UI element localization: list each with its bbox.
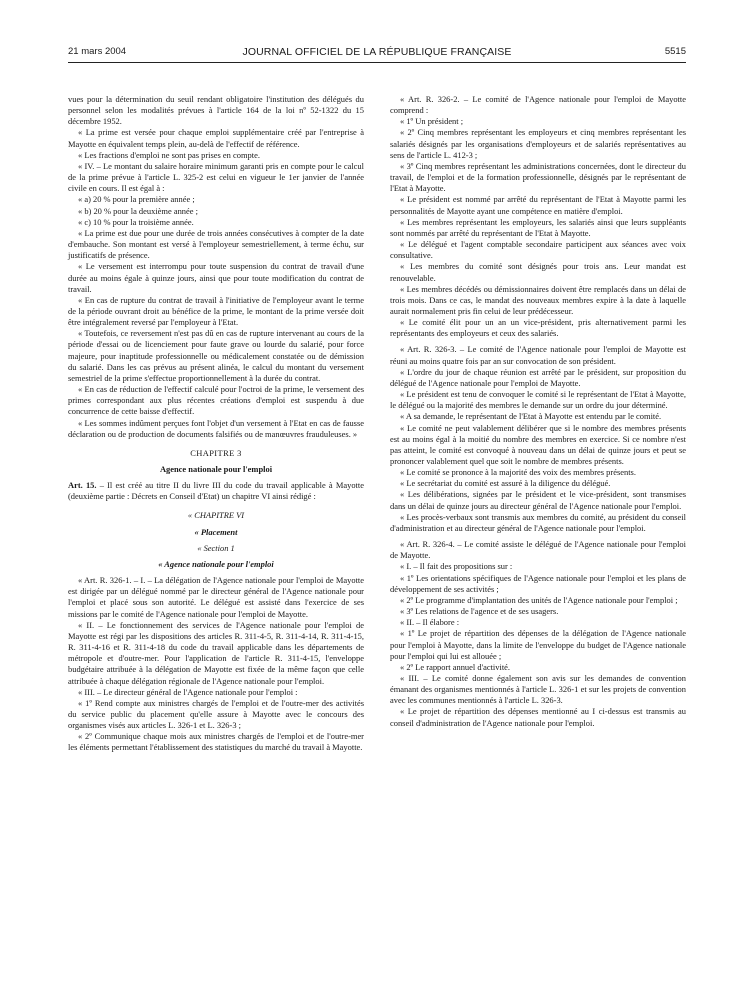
- paragraph: « La prime est due pour une durée de trois années consécutives à compter de la date d'embauche. Son montant est versé à l'employeur semestriellement, à terme échu, sur justificatifs de présence.: [68, 227, 364, 261]
- section-heading: « Section 1: [197, 542, 235, 553]
- paragraph: « Le président est tenu de convoquer le comité si le représentant de l'Etat à Mayotte, le délégué ou la majorité des membres le demande sur un ordre du jour déterminé.: [390, 389, 686, 411]
- article-label: Art. 15.: [68, 480, 97, 491]
- paragraph: « c) 10 % pour la troisième année.: [78, 216, 194, 227]
- paragraph: « 3º Les relations de l'agence et de ses usagers.: [400, 606, 559, 617]
- paragraph: « 2º Communique chaque mois aux ministres chargés de l'emploi et de l'outre-mer les éléments permettant l'établissement des statistiques du marché du travail à Mayotte.: [68, 731, 364, 753]
- paragraph: « II. – Il élabore :: [400, 617, 460, 628]
- paragraph: « Art. R. 326-3. – Le comité de l'Agence nationale pour l'emploi de Mayotte est réuni au moins quatre fois par an sur convocation de son président.: [390, 344, 686, 366]
- paragraph: « Les membres décédés ou démissionnaires doivent être remplacés dans un délai de trois mois. Dans ce cas, le mandat des nouveaux membres expire à la date à laquelle aurait normalement pris fin celui de leur prédécesseur.: [390, 283, 686, 316]
- paragraph: « 2º Le programme d'implantation des unités de l'Agence nationale pour l'emploi ;: [400, 594, 678, 605]
- paragraph: « IV. – Le montant du salaire horaire minimum garanti pris en compte pour le calcul de la prime prévue à l'article L. 325-2 est celui en vigueur le 1er janvier de l'année civile en cours. Il est égal à :: [68, 160, 364, 194]
- article-text: – Il est créé au titre II du livre III du code du travail applicable à Mayotte (deuxième partie : Décrets en Conseil d'Etat) un chapitre VI ainsi rédigé :: [68, 480, 364, 502]
- paragraph: « Les fractions d'emploi ne sont pas prises en compte.: [78, 149, 260, 160]
- chapitre-vi-heading: « CHAPITRE VI: [187, 510, 245, 521]
- paragraph: « 3º Cinq membres représentant les administrations concernées, dont le directeur du travail, de l'emploi et de la formation professionnelle, désignés par le représentant de l'Etat à Mayotte.: [390, 160, 686, 194]
- paragraph: « Le comité se prononce à la majorité des voix des membres présents.: [400, 467, 636, 478]
- article-15: [68, 480, 364, 502]
- right-column: [390, 94, 686, 729]
- paragraph: « Les délibérations, signées par le président et le vice-président, sont transmises dans un délai de quinze jours au directeur général de l'Agence nationale pour l'emploi.: [390, 489, 686, 511]
- header-page-number: 5515: [664, 46, 686, 57]
- paragraph: « Art. R. 326-4. – Le comité assiste le délégué de l'Agence nationale pour l'emploi de Mayotte.: [390, 539, 686, 561]
- paragraph: vues pour la détermination du seuil rendant obligatoire l'institution des délégués du personnel selon les modalités prévues à l'article 164 de la loi nº 52-1322 du 15 décembre 1952.: [68, 94, 364, 127]
- paragraph: « Les membres du comité sont désignés pour trois ans. Leur mandat est renouvelable.: [390, 261, 686, 283]
- placement-heading: « Placement: [194, 526, 238, 537]
- paragraph: « I. – Il fait des propositions sur :: [400, 561, 513, 572]
- paragraph: « A sa demande, le représentant de l'Etat à Mayotte est entendu par le comité.: [400, 411, 662, 422]
- paragraph: « Les membres représentant les employeurs, les salariés ainsi que leurs suppléants sont nommés par arrêté du représentant de l'Etat à Mayotte.: [390, 216, 686, 238]
- chapter-title: Agence nationale pour l'emploi: [159, 464, 273, 474]
- paragraph: « En cas de réduction de l'effectif calculé pour l'octroi de la prime, le versement des primes correspondant aux plus récentes créations d'emploi est suspendu à due concurrence de cette baisse d'effectif.: [68, 384, 364, 417]
- paragraph: « 1º Le projet de répartition des dépenses de la délégation de l'Agence nationale pour l'emploi à Mayotte, dans la limite de l'enveloppe du budget de l'Agence nationale pour l'emploi qui lui est allouée ;: [390, 628, 686, 661]
- header-date: 21 mars 2004: [68, 46, 127, 57]
- paragraph: « Les procès-verbaux sont transmis aux membres du comité, au président du conseil d'administration et au directeur général de l'Agence nationale pour l'emploi.: [390, 511, 686, 533]
- section-title: « Agence nationale pour l'emploi: [158, 558, 274, 569]
- paragraph: « III. – Le directeur général de l'Agence nationale pour l'emploi :: [78, 686, 298, 697]
- paragraph: « Le comité ne peut valablement délibérer que si le nombre des membres présents est au moins égal à la moitié du nombre des membres en exercice. Si ce nombre n'est pas atteint, le comité est convoqué à nouveau dans un délai de quinze jours et peut se prononcer valablement quel que soit le nombre de membres présents.: [390, 422, 686, 466]
- paragraph: « Le versement est interrompu pour toute suspension du contrat de travail d'une durée au moins égale à quinze jours, ainsi que pour toute modification du contrat de travail.: [68, 261, 364, 294]
- header-title: JOURNAL OFFICIEL DE LA RÉPUBLIQUE FRANÇAISE: [242, 46, 512, 58]
- header-rule: [68, 62, 686, 63]
- paragraph: « Art. R. 326-2. – Le comité de l'Agence nationale pour l'emploi de Mayotte comprend :: [390, 94, 686, 116]
- paragraph: « 2º Cinq membres représentant les employeurs et cinq membres représentant les salariés désignés par les organisations d'employeurs et de salariés représentatives au sens de l'article L. 412-3 ;: [390, 127, 686, 160]
- paragraph: « Art. R. 326-1. – I. – La délégation de l'Agence nationale pour l'emploi de Mayotte est dirigée par un délégué nommé par le directeur général de l'Agence nationale pour l'emploi et placé sous son autorité. Le délégué est assisté dans l'exercice de ses missions par le comité de l'Agence nationale pour l'emploi de Mayotte.: [68, 575, 364, 619]
- paragraph: « 1º Rend compte aux ministres chargés de l'emploi et de l'outre-mer des activités du service public du placement qu'elle assure à Mayotte avec le concours des organismes visés aux articles L. 326-1 et L. 326-3 ;: [68, 697, 364, 731]
- paragraph: « Les sommes indûment perçues font l'objet d'un versement à l'Etat en cas de fausse déclaration ou de production de documents falsifiés ou de manœuvres frauduleuses. »: [68, 417, 364, 439]
- paragraph: « Toutefois, ce reversement n'est pas dû en cas de rupture intervenant au cours de la période d'essai ou de licenciement pour faute grave ou lourde du salarié, pour force majeure, pour inaptitude professionnelle ou médicalement constatée ou de démission du salarié. Dans les cas prévus au présent alinéa, le calcul du montant du versement semestriel de la prime s'effectue proportionnellement à la durée du contrat.: [68, 328, 364, 383]
- page-header: [68, 46, 686, 60]
- paragraph: « Le comité élit pour un an un vice-président, pris alternativement parmi les représentants des employeurs et ceux des salariés.: [390, 317, 686, 339]
- paragraph: « En cas de rupture du contrat de travail à l'initiative de l'employeur avant le terme de la période ouvrant droit au bénéfice de la prime, le montant de la prime versée doit être intégralement reversé par l'employeur à l'Etat.: [68, 294, 364, 328]
- chapter-heading: CHAPITRE 3: [190, 447, 242, 458]
- paragraph: « L'ordre du jour de chaque réunion est arrêté par le président, sur proposition du délégué de l'Agence nationale pour l'emploi de Mayotte.: [390, 366, 686, 388]
- paragraph: « 1º Un président ;: [400, 116, 464, 127]
- paragraph: « 2º Le rapport annuel d'activité.: [400, 661, 511, 672]
- paragraph: « Le délégué et l'agent comptable secondaire participent aux séances avec voix consultative.: [390, 239, 686, 261]
- paragraph: « a) 20 % pour la première année ;: [78, 194, 195, 205]
- paragraph: « 1º Les orientations spécifiques de l'Agence nationale pour l'emploi et les plans de développement de ses activités ;: [390, 572, 686, 594]
- left-column: [68, 94, 364, 754]
- paragraph: « II. – Le fonctionnement des services de l'Agence nationale pour l'emploi de Mayotte est régi par les dispositions des articles R. 311-4-5, R. 311-4-14, R. 311-4-15, R. 311-4-16 et R. 311-4-18 du code du travail applicable dans les départements de métropole et d'outre-mer. Pour l'application de l'article R. 311-4-15, l'enveloppe budgétaire attribuée à la délégation de Mayotte est fixée de la même façon que celle attribuée à chaque délégation régionale de l'Agence nationale pour l'emploi.: [68, 619, 364, 686]
- paragraph: « b) 20 % pour la deuxième année ;: [78, 205, 198, 216]
- paragraph: « Le projet de répartition des dépenses mentionné au I ci-dessus est transmis au conseil d'administration de l'Agence nationale pour l'emploi.: [390, 706, 686, 728]
- paragraph: « La prime est versée pour chaque emploi supplémentaire créé par l'entreprise à Mayotte en équivalent temps plein, au-delà de l'effectif de référence.: [68, 127, 364, 149]
- paragraph: « Le secrétariat du comité est assuré à la diligence du délégué.: [400, 478, 611, 489]
- paragraph: « III. – Le comité donne également son avis sur les demandes de convention émanant des organismes mentionnés à l'article L. 326-1 et sur les projets de convention avec les communes mentionnés à l'article L. 326-3.: [390, 672, 686, 706]
- paragraph: « Le président est nommé par arrêté du représentant de l'Etat à Mayotte parmi les personnalités de Mayotte ayant une compétence en matière d'emploi.: [390, 194, 686, 216]
